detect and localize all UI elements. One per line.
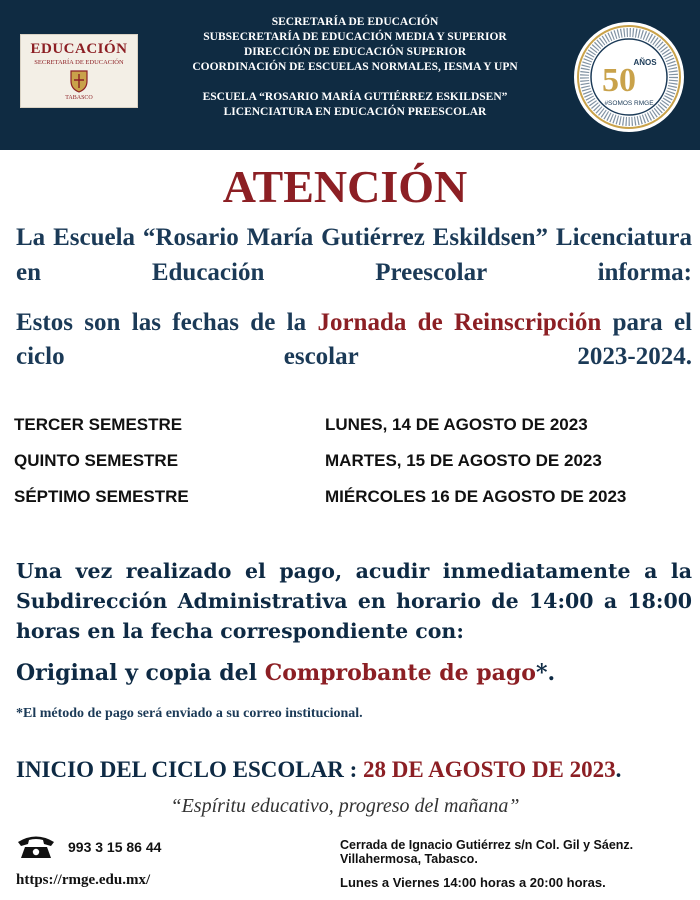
logo-subtitle: SECRETARÍA DE EDUCACIÓN [34, 59, 124, 66]
payment-instructions: Una vez realizado el pago, acudir inmediatamente a la Subdirección Administrativa en horario de 14:00 a 18:00 horas en la fecha correspondiente con: [16, 559, 692, 643]
schedule-semester: SÉPTIMO SEMESTRE [14, 487, 189, 506]
start-date: 28 DE AGOSTO DE 2023 [363, 757, 616, 782]
required-documents [16, 660, 692, 686]
address-line: Villahermosa, Tabasco. [340, 852, 478, 866]
telephone-icon [16, 833, 56, 859]
start-suffix: . [615, 757, 622, 782]
seal-years: AÑOS [633, 58, 657, 67]
seal-number: 50 [602, 62, 636, 99]
school-year-start [16, 757, 621, 783]
documents-highlight: Comprobante de pago [264, 660, 536, 686]
schedule-date: MIÉRCOLES 16 DE AGOSTO DE 2023 [325, 487, 627, 506]
logo-state: TABASCO [65, 95, 93, 101]
address-line: Cerrada de Ignacio Gutiérrez s/n Col. Gil y Sáenz. [340, 838, 634, 852]
announcement-highlight: Jornada de Reinscripción [317, 309, 602, 336]
seal-hashtag: #SOMOS RMGE [604, 100, 654, 107]
announcement-text: Estos son las fechas de la [16, 309, 318, 336]
header-line: SUBSECRETARÍA DE EDUCACIÓN MEDIA Y SUPERIOR [203, 31, 507, 43]
announcement-text-end: para el ciclo escolar 2023-2024. [16, 309, 692, 370]
schedule-semester: TERCER SEMESTRE [14, 415, 183, 434]
header-banner [0, 0, 700, 150]
intro-text: La Escuela “Rosario María Gutiérrez Eskildsen” Licenciatura en Educación Preescolar informa: [16, 224, 692, 286]
header-line: COORDINACIÓN DE ESCUELAS NORMALES, IESMA Y UPN [192, 61, 518, 73]
schedule-date: LUNES, 14 DE AGOSTO DE 2023 [325, 415, 588, 434]
header-line: SECRETARÍA DE EDUCACIÓN [271, 16, 439, 28]
header-institution-text [150, 15, 560, 120]
address [340, 838, 633, 866]
website-link[interactable]: https://rmge.edu.mx/ [16, 872, 151, 888]
start-label: INICIO DEL CICLO ESCOLAR : [16, 757, 363, 782]
header-line: ESCUELA “ROSARIO MARÍA GUTIÉRREZ ESKILDSEN” [202, 91, 508, 103]
education-logo [20, 34, 138, 108]
documents-text: Original y copia del [16, 660, 265, 686]
documents-text-end: *. [535, 660, 556, 686]
office-hours: Lunes a Viernes 14:00 horas a 20:00 horas. [340, 875, 606, 890]
payment-note: *El método de pago será enviado a su correo institucional. [16, 706, 363, 721]
logo-title: EDUCACIÓN [30, 41, 128, 57]
page-title: ATENCIÓN [222, 161, 468, 212]
anniversary-seal-icon [573, 21, 685, 133]
state-shield-icon [69, 69, 89, 93]
schedule-date: MARTES, 15 DE AGOSTO DE 2023 [325, 451, 602, 470]
header-line: DIRECCIÓN DE EDUCACIÓN SUPERIOR [243, 46, 467, 58]
phone-number: 993 3 15 86 44 [68, 839, 162, 855]
header-line: LICENCIATURA EN EDUCACIÓN PREESCOLAR [223, 106, 487, 118]
schedule-semester: QUINTO SEMESTRE [14, 451, 179, 470]
reenrollment-announcement [16, 306, 692, 374]
motto: “Espíritu educativo, progreso del mañana” [170, 795, 520, 817]
